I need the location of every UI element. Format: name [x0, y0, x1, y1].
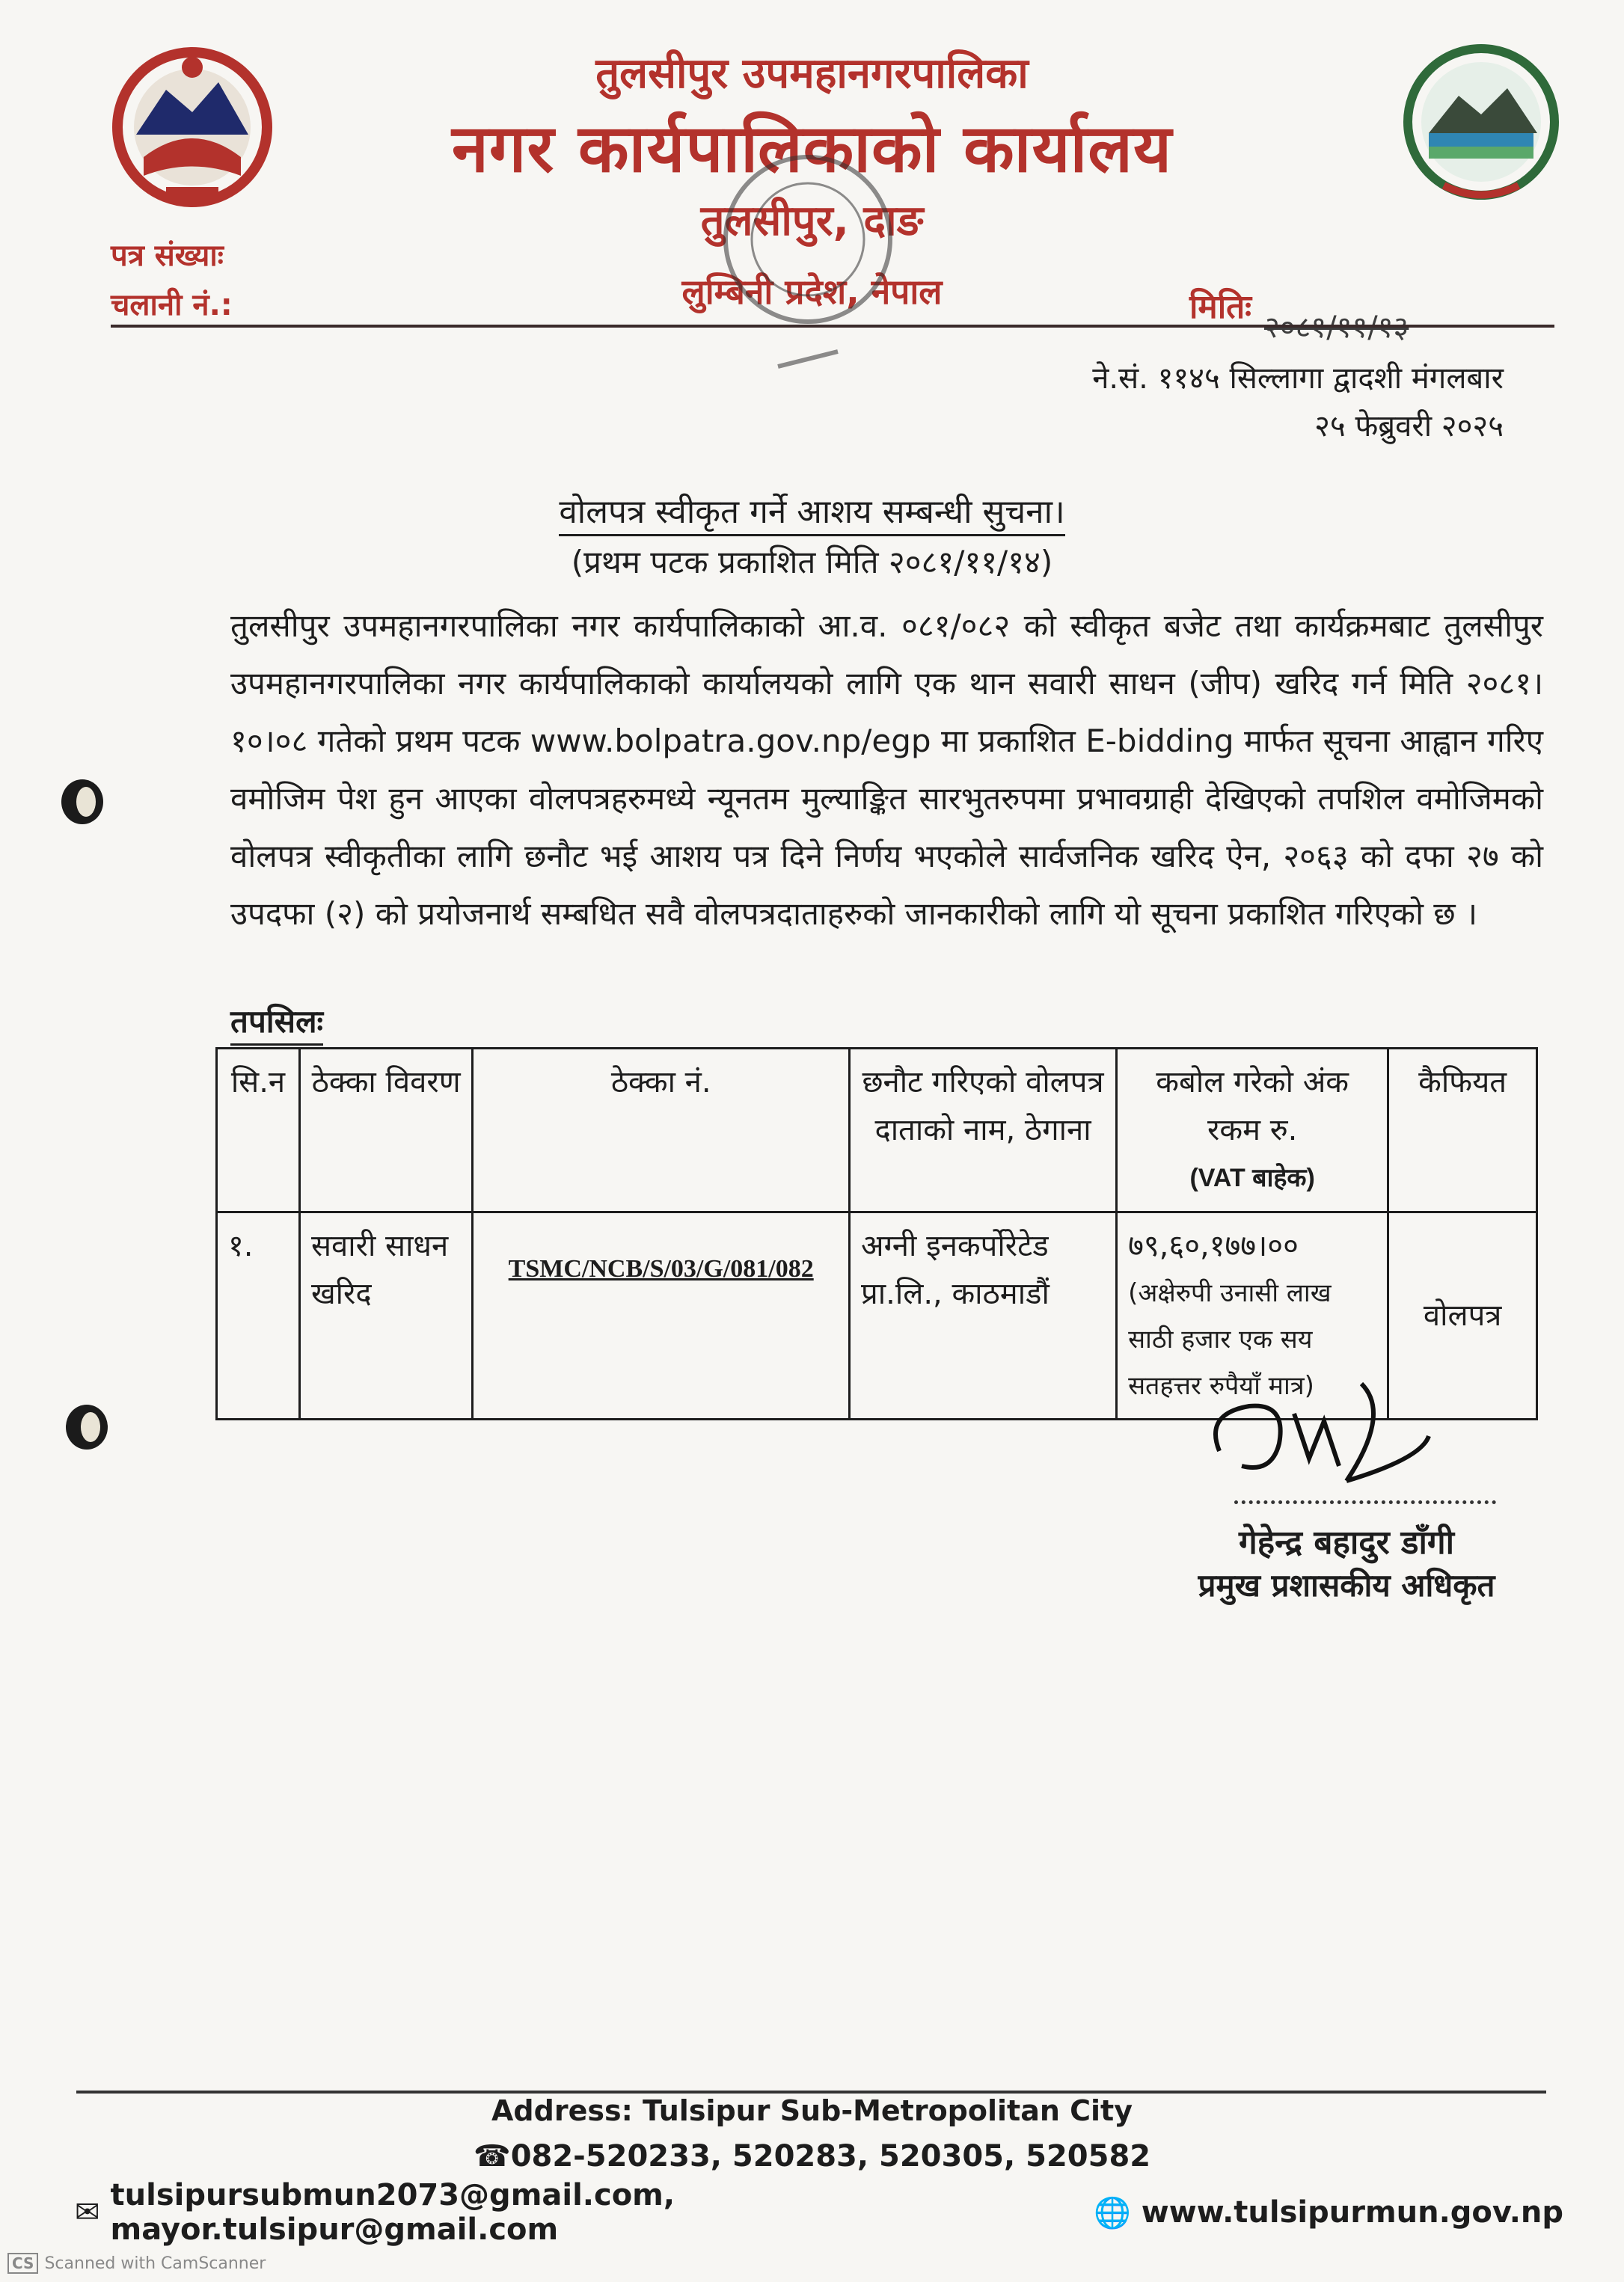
signature-line: [1234, 1500, 1496, 1504]
camscanner-watermark: [7, 2253, 266, 2274]
camscanner-text: Scanned with CamScanner: [44, 2254, 266, 2273]
district-name: तुलसीपुर, दाङ: [700, 197, 924, 245]
award-table: [215, 1047, 1538, 1420]
office-name: नगर कार्यपालिकाको कार्यालय: [452, 110, 1172, 187]
amount-in-words: (अक्षेरुपी उनासी लाख साठी हजार एक सय सतहत्तर रुपैयाँ मात्र): [1128, 1278, 1332, 1401]
notice-body: तुलसीपुर उपमहानगरपालिका नगर कार्यपालिकाको आ.व. ०८१/०८२ को स्वीकृत बजेट तथा कार्यक्रमबाट तुलसीपुर उपमहानगरपालिका नगर कार्यपालिकाको कार्यालयको लागि एक थान सवारी साधन (जीप) खरिद गर्न मिति २०८१।१०।०८ गतेको प्रथम पटक www.bolpatra.gov.np/egp मा प्रकाशित E-bidding मार्फत सूचना आह्वान गरिए वमोजिम पेश हुन आएका वोलपत्रहरुमध्ये न्यूनतम मुल्याङ्कित सारभुतरुपमा प्रभावग्राही देखिएको तपशिल वमोजिमको वोलपत्र स्वीकृतीका लागि छनौट भई आशय पत्र दिने निर्णय भएकोले सार्वजनिक खरिद ऐन, २०६३ को दफा २७ को उपदफा (२) को प्रयोजनार्थ सम्बधित सवै वोलपत्रदाताहरुको जानकारीको लागि यो सूचना प्रकाशित गरिएको छ ।: [230, 607, 1543, 932]
cell-bidder: अग्नी इनकर्पोरेटेड प्रा.लि., काठमाडौं: [850, 1212, 1117, 1420]
footer-website[interactable]: www.tulsipurmun.gov.np: [1141, 2195, 1563, 2230]
globe-icon: 🌐: [1093, 2195, 1131, 2230]
punch-hole: [61, 779, 103, 824]
footer-emails[interactable]: tulsipursubmun2073@gmail.com, mayor.tulsipur@gmail.com: [110, 2178, 675, 2247]
header-divider: [111, 325, 1554, 328]
punch-hole: [66, 1405, 108, 1450]
dispatch-number-label: चलानी नं.:: [111, 288, 233, 322]
col-amount: कबोल गरेको अंक रकम रु. (VAT बाहेक): [1117, 1049, 1388, 1212]
table-header-row: [217, 1049, 1537, 1212]
notice-subtitle: (प्रथम पटक प्रकाशित मिति २०८१/११/१४): [571, 544, 1053, 580]
footer-address: Address: Tulsipur Sub-Metropolitan City: [491, 2094, 1133, 2127]
signatory-name: गेहेन्द्र बहादुर डाँगी: [1238, 1524, 1455, 1562]
cell-contract-desc: सवारी साधन खरिद: [299, 1212, 472, 1420]
office-stamp-icon: [718, 142, 898, 389]
col-contract-no: ठेक्का नं.: [473, 1049, 850, 1212]
camscanner-logo-icon: CS: [7, 2253, 38, 2274]
nepal-sambat-date: ने.सं. ११४५ सिल्लागा द्वादशी मंगलबार: [1092, 361, 1504, 396]
notice-title: वोलपत्र स्वीकृत गर्ने आशय सम्बन्धी सुचना।: [0, 488, 1624, 533]
footer-contact: [75, 2178, 1563, 2247]
ad-date: २५ फेब्रुवरी २०२५: [1314, 409, 1504, 444]
date-value: २०८१/११/१३: [1264, 310, 1409, 345]
col-remarks: कैफियत: [1388, 1049, 1537, 1212]
cell-contract-no: TSMC/NCB/S/03/G/081/082: [473, 1212, 850, 1420]
phone-icon: ☎: [473, 2139, 511, 2174]
municipality-name: तुलसीपुर उपमहानगरपालिका: [595, 49, 1029, 98]
province-name: लुम्बिनी प्रदेश, नेपाल: [681, 272, 943, 312]
date-label: मितिः: [1189, 288, 1252, 326]
signatory-title: प्रमुख प्रशासकीय अधिकृत: [1198, 1567, 1495, 1604]
col-bidder: छनौट गरिएको वोलपत्र दाताको नाम, ठेगाना: [850, 1049, 1117, 1212]
details-label: तपसिलः: [230, 999, 323, 1046]
amount-note: (VAT बाहेक): [1189, 1164, 1315, 1192]
cell-remarks: वोलपत्र: [1388, 1212, 1537, 1420]
signature-icon: [1197, 1369, 1436, 1503]
col-sn: सि.न: [217, 1049, 300, 1212]
col-contract-desc: ठेक्का विवरण: [299, 1049, 472, 1212]
footer-divider: [76, 2091, 1546, 2094]
footer-phone: ☎082-520233, 520283, 520305, 520582: [473, 2139, 1151, 2174]
letter-number-label: पत्र संख्याः: [111, 239, 224, 273]
amount-figure: ७९,६०,१७७।००: [1128, 1229, 1299, 1263]
envelope-icon: ✉: [75, 2195, 100, 2230]
cell-sn: १.: [217, 1212, 300, 1420]
